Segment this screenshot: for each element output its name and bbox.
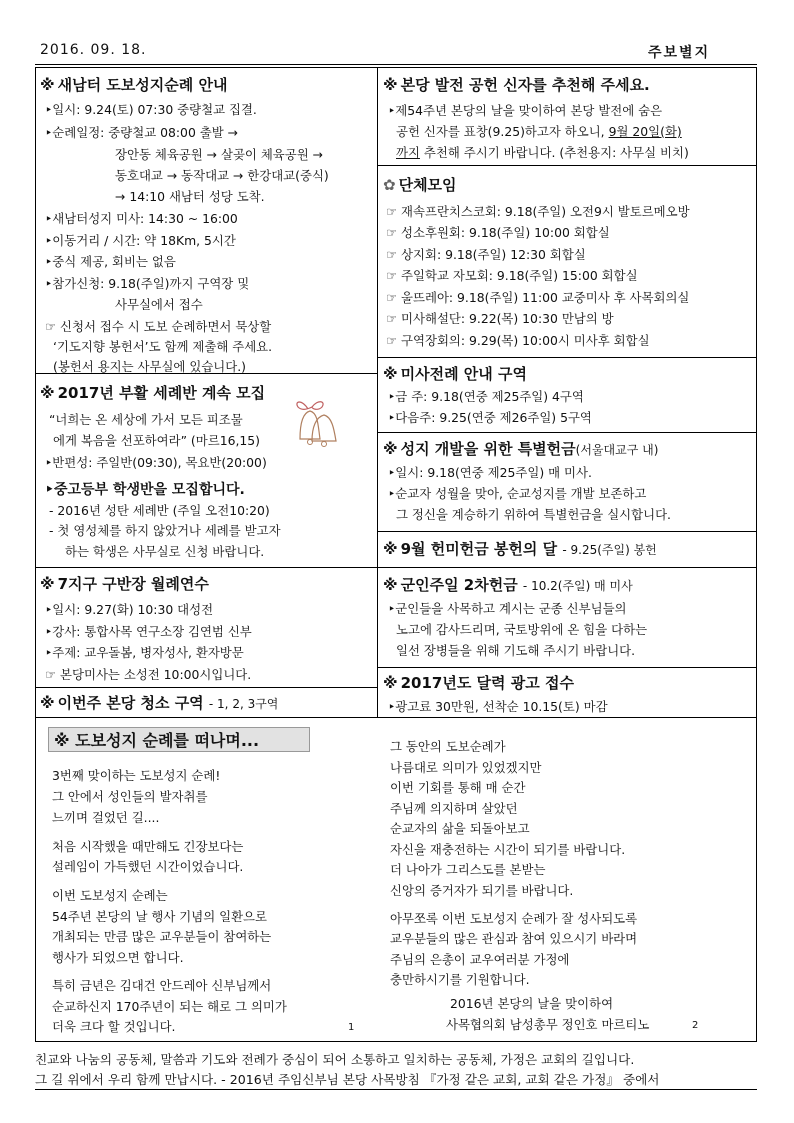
footer-motto-line: 그 길 위에서 우리 함께 만납시다. - 2016년 주임신부님 본당 사목방침 『가정 같은 교회, 교회 같은 가정』 중에서: [35, 1072, 660, 1087]
list-item: ‣강사: 통합사목 연구소장 김연범 신부: [45, 624, 252, 639]
essay-line: 느끼며 걸었던 길....: [52, 810, 160, 825]
list-item: ‣다음주: 9.25(연중 제26주일) 5구역: [388, 410, 592, 425]
signature-line: 2016년 본당의 날을 맞이하여: [450, 996, 614, 1011]
list-item: ‣반편성: 주일반(09:30), 목요반(20:00): [45, 455, 267, 470]
essay-line: 3번째 맞이하는 도보성지 순례!: [52, 768, 221, 783]
section-title: ※ 2017년도 달력 광고 접수: [383, 674, 574, 692]
reference-mark-icon: ※: [383, 76, 398, 94]
essay-line: 설레임이 가득했던 시간이었습니다.: [52, 859, 244, 874]
section-title: ✿ 단체모임: [383, 176, 457, 194]
section-divider: [378, 531, 757, 532]
section-title: ※ 미사전례 안내 구역: [383, 365, 527, 383]
essay-line: 나름대로 의미가 있었겠지만: [390, 760, 542, 775]
bell-illustration: [282, 395, 348, 450]
footer-motto-line: 친교와 나눔의 공동체, 말씀과 기도와 전례가 중심이 되어 소통하고 일치하는 공동체, 가정은 교회의 길입니다.: [35, 1052, 635, 1067]
reference-mark-icon: ※: [383, 576, 398, 594]
reference-mark-icon: ※: [383, 674, 398, 692]
left-column: [35, 67, 377, 718]
list-item: ‣새남터성지 미사: 14:30 ~ 16:00: [45, 211, 238, 226]
list-item: 까지 추천해 주시기 바랍니다. (추천용지: 사무실 비치): [396, 145, 689, 160]
list-item: ‣일시: 9.27(화) 10:30 대성전: [45, 602, 214, 617]
section-title: ※ 이번주 본당 청소 구역 - 1, 2, 3구역: [40, 694, 279, 712]
list-item: ‣참가신청: 9.18(주일)까지 구역장 및: [45, 276, 250, 291]
list-item: ‣군인들을 사목하고 계시는 군종 신부님들의: [388, 601, 627, 616]
list-item: 일선 장병들을 위해 기도해 주시기 바랍니다.: [396, 643, 636, 658]
essay-line: 순교하신지 170주년이 되는 해로 그 의미가: [52, 999, 287, 1014]
reference-mark-icon: ※: [383, 365, 398, 383]
list-item: ☞ 주일학교 자모회: 9.18(주일) 15:00 회합실: [386, 268, 638, 283]
quote-line: 에게 복음을 선포하여라” (마르16,15): [53, 433, 261, 448]
essay-line: 교우분들의 많은 관심과 참여 있으시기 바라며: [390, 931, 638, 946]
list-item: - 2016년 성탄 세례반 (주일 오전10:20): [49, 503, 270, 518]
list-item: ☞ 신청서 접수 시 도보 순례하면서 묵상할: [45, 319, 272, 334]
essay-line: 그 안에서 성인들의 발자취를: [52, 789, 208, 804]
section-title: ※ 7지구 구반장 월례연수: [40, 575, 209, 593]
essay-line: 주님의 은총이 교우여러분 가정에: [390, 952, 570, 967]
deadline-date: 9월 20일(화): [608, 124, 682, 139]
list-item: - 첫 영성체를 하지 않았거나 세례를 받고자: [49, 523, 281, 538]
list-item: ☞ 울뜨레아: 9.18(주일) 11:00 교중미사 후 사목회의실: [386, 290, 690, 305]
reference-mark-icon: ※: [40, 76, 55, 94]
reference-mark-icon: ※: [383, 540, 398, 558]
essay-line: 아무쪼록 이번 도보성지 순례가 잘 성사되도록: [390, 911, 638, 926]
section-divider: [378, 357, 757, 358]
page-number: 2: [692, 1020, 699, 1031]
list-item: ‣제54주년 본당의 날을 맞이하여 본당 발전에 숨은: [388, 103, 663, 118]
list-item: ☞ 본당미사는 소성전 10:00시입니다.: [45, 667, 252, 682]
essay-line: 주님께 의지하며 살았던: [390, 801, 518, 816]
list-item: ‣주제: 교우돌봄, 병자성사, 환자방문: [45, 645, 244, 660]
page-number: 1: [348, 1022, 355, 1033]
reference-mark-icon: ※: [40, 575, 55, 593]
footer-rule: [35, 1089, 757, 1090]
essay-line: 이번 도보성지 순례는: [52, 888, 168, 903]
header-rule: [35, 64, 757, 65]
section-divider: [35, 567, 377, 568]
essay-line: 행사가 되었으면 합니다.: [52, 950, 184, 965]
list-item: ‘기도지향 봉헌서’도 함께 제출해 주세요.: [53, 339, 273, 354]
list-item: 동호대교 → 동작대교 → 한강대교(중식): [115, 168, 329, 183]
section-title: ※ 새남터 도보성지순례 안내: [40, 76, 228, 94]
section-divider: [378, 165, 757, 166]
section-title: ‣중고등부 학생반을 모집합니다.: [45, 482, 245, 498]
essay-line: 이번 기회를 통해 매 순간: [390, 780, 526, 795]
list-item: → 14:10 새남터 성당 도착.: [115, 189, 265, 204]
list-item: ☞ 미사해설단: 9.22(목) 10:30 만남의 방: [386, 311, 614, 326]
section-title: ※ 9월 헌미헌금 봉헌의 달 - 9.25(주일) 봉헌: [383, 540, 657, 558]
section-divider: [378, 667, 757, 668]
essay-line: 충만하시기를 기원합니다.: [390, 972, 530, 987]
section-title: ※ 군인주일 2차헌금 - 10.2(주일) 매 미사: [383, 576, 633, 594]
section-title: ※ 2017년 부활 세례반 계속 모집: [40, 384, 266, 402]
section-divider: [378, 567, 757, 568]
essay-line: 특히 금년은 김대건 안드레아 신부님께서: [52, 978, 272, 993]
section-divider: [378, 432, 757, 433]
bulletin-title: 주보별지: [648, 45, 711, 61]
essay-line: 신앙의 증거자가 되기를 바랍니다.: [390, 883, 574, 898]
list-item: 사무실에서 접수: [115, 297, 203, 312]
list-item: ‣일시: 9.24(토) 07:30 중량철교 집결.: [45, 102, 257, 117]
essay-line: 순교자의 삶을 되돌아보고: [390, 821, 530, 836]
essay-line: 더 나아가 그리스도를 본받는: [390, 862, 546, 877]
essay-line: 개최되는 만큼 많은 교우분들이 참여하는: [52, 929, 272, 944]
section-title: ※ 본당 발전 공헌 신자를 추천해 주세요.: [383, 76, 650, 94]
flower-icon: ✿: [383, 176, 396, 194]
list-item: ‣광고료 30만원, 선착순 10.15(토) 마감: [388, 699, 608, 714]
essay-line: 더욱 크다 할 것입니다.: [52, 1019, 176, 1034]
quote-line: “너희는 온 세상에 가서 모든 피조물: [49, 412, 243, 427]
signature-line: 사목협의회 남성총무 정인호 마르티노: [446, 1017, 650, 1032]
list-item: ☞ 재속프란치스코회: 9.18(주일) 오전9시 발토르메오방: [386, 204, 690, 219]
list-item: 하는 학생은 사무실로 신청 바랍니다.: [65, 544, 265, 559]
right-column: [378, 67, 757, 718]
reference-mark-icon: ※: [40, 384, 55, 402]
list-item: 노고에 감사드리며, 국토방위에 온 힘을 다하는: [396, 622, 648, 637]
list-item: 장안동 체육공원 → 살곶이 체육공원 →: [115, 147, 324, 162]
list-item: ‣금 주: 9.18(연중 제25주일) 4구역: [388, 389, 584, 404]
pilgrimage-banner: ※ 도보성지 순례를 떠나며...: [48, 727, 310, 752]
reference-mark-icon: ※: [383, 440, 398, 458]
essay-line: 자신을 재충전하는 시간이 되기를 바랍니다.: [390, 842, 626, 857]
list-item: ☞ 구역장회의: 9.29(목) 10:00시 미사후 회합실: [386, 333, 650, 348]
list-item: ‣순례일정: 중량철교 08:00 출발 →: [45, 125, 239, 140]
issue-date: 2016. 09. 18.: [40, 42, 147, 58]
list-item: ☞ 성소후원회: 9.18(주일) 10:00 회합실: [386, 225, 610, 240]
essay-line: 그 동안의 도보순례가: [390, 739, 506, 754]
list-item: ‣이동거리 / 시간: 약 18Km, 5시간: [45, 233, 236, 248]
list-item: ‣중식 제공, 회비는 없음: [45, 254, 176, 269]
list-item: (봉헌서 용지는 사무실에 있습니다.): [53, 359, 246, 374]
list-item: ‣순교자 성월을 맞아, 순교성지를 개발 보존하고: [388, 486, 647, 501]
section-divider: [35, 687, 377, 688]
deadline-date: 까지: [396, 145, 420, 160]
list-item: 공헌 신자를 표창(9.25)하고자 하오니, 9월 20일(화): [396, 124, 682, 139]
essay-line: 54주년 본당의 날 행사 기념의 일환으로: [52, 909, 267, 924]
section-title: ※ 성지 개발을 위한 특별헌금(서울대교구 내): [383, 440, 659, 458]
list-item: ‣일시: 9.18(연중 제25주일) 매 미사.: [388, 465, 592, 480]
essay-line: 처음 시작했을 때만해도 긴장보다는: [52, 839, 244, 854]
reference-mark-icon: ※: [40, 694, 55, 712]
list-item: ☞ 상지회: 9.18(주일) 12:30 회합실: [386, 247, 586, 262]
list-item: 그 정신을 계승하기 위하여 특별헌금을 실시합니다.: [396, 507, 671, 522]
